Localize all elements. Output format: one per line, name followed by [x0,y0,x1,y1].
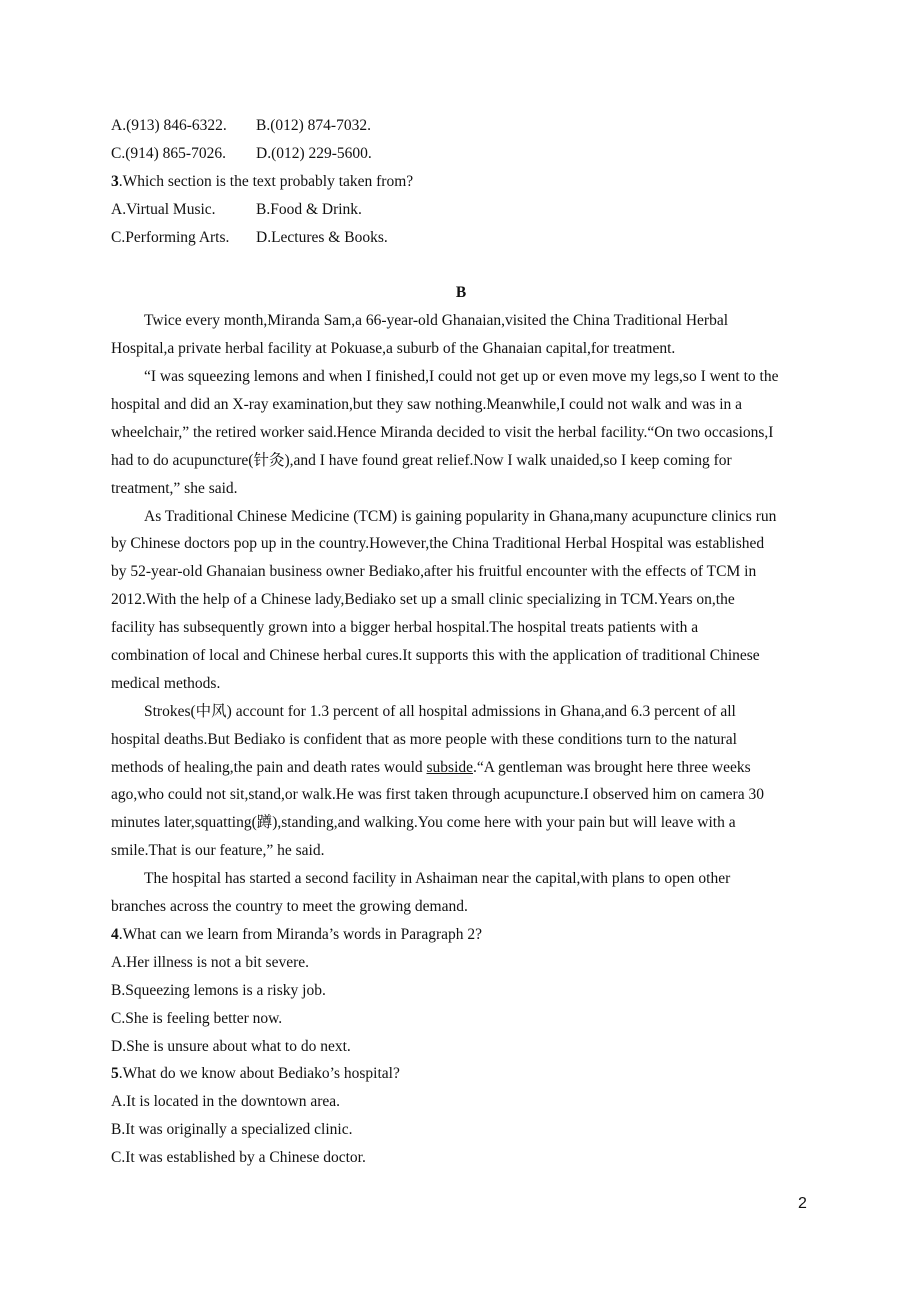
q2-option-c: C.(914) 865-7026. [111,144,226,162]
q4-question [111,921,811,949]
paragraph-line: branches across the country to meet the growing demand. [111,898,468,916]
q4-number: 4 [111,925,119,943]
q3-option-a: A.Virtual Music. [111,200,216,218]
paragraph-line: “I was squeezing lemons and when I finished,I could not get up or even move my legs,so I went to the [144,368,779,386]
passage-paragraph-4 [111,698,811,865]
paragraph-line: Strokes(中风) account for 1.3 percent of all hospital admissions in Ghana,and 6.3 percent of all [144,702,736,720]
paragraph-line: 2012.With the help of a Chinese lady,Bediako set up a small clinic specializing in TCM.Years on,the [111,591,735,609]
paragraph-line: As Traditional Chinese Medicine (TCM) is gaining popularity in Ghana,many acupuncture clinics run [144,507,777,525]
q2-option-d: D.(012) 229-5600. [256,144,372,162]
q5-question-text: .What do we know about Bediako’s hospital? [118,1065,400,1083]
q5-option-c: C.It was established by a Chinese doctor. [111,1149,366,1167]
paragraph-line: combination of local and Chinese herbal cures.It supports this with the application of traditional Chinese [111,647,760,665]
text-segment: methods of healing,the pain and death rates would [111,758,427,776]
paragraph-line: smile.That is our feature,” he said. [111,842,325,860]
q5-option-b: B.It was originally a specialized clinic. [111,1121,353,1139]
section-b-title: B [455,284,467,302]
paragraph-line: Twice every month,Miranda Sam,a 66-year-old Ghanaian,visited the China Traditional Herbal [144,312,729,330]
q5-option-a: A.It is located in the downtown area. [111,1093,340,1111]
paragraph-line: wheelchair,” the retired worker said.Hence Miranda decided to visit the herbal facility.“On two occasions,I [111,423,774,441]
paragraph-line: had to do acupuncture(针灸),and I have found great relief.Now I walk unaided,so I keep coming for [111,451,732,469]
q2-options-row-2 [111,140,811,168]
text-segment: .“A gentleman was brought here three weeks [473,758,751,776]
document-page [111,112,811,1172]
q3-option-b: B.Food & Drink. [256,200,362,218]
paragraph-line [111,754,811,782]
paragraph-line: hospital deaths.But Bediako is confident that as more people with these conditions turn to the natural [111,730,737,748]
q2-option-b: B.(012) 874-7032. [256,117,371,134]
q4-question-text: .What can we learn from Miranda’s words in Paragraph 2? [118,925,483,943]
paragraph-line: The hospital has started a second facility in Ashaiman near the capital,with plans to open other [144,870,731,888]
paragraph-line: facility has subsequently grown into a bigger herbal hospital.The hospital treats patients with a [111,619,699,637]
passage-paragraph-1 [111,307,811,363]
paragraph-line: minutes later,squatting(蹲),standing,and walking.You come here with your pain but will leave with a [111,814,736,832]
passage-paragraph-3 [111,503,811,698]
q4-option-b: B.Squeezing lemons is a risky job. [111,981,326,999]
q2-option-a: A.(913) 846-6322. [111,117,227,134]
paragraph-line: by 52-year-old Ghanaian business owner Bediako,after his fruitful encounter with the effects of TCM in [111,563,757,581]
paragraph-line: by Chinese doctors pop up in the country.However,the China Traditional Herbal Hospital was established [111,535,765,553]
q4-option-a: A.Her illness is not a bit severe. [111,953,310,971]
q4-option-c: C.She is feeling better now. [111,1009,283,1027]
paragraph-line: treatment,” she said. [111,479,238,497]
q5-number: 5 [111,1065,119,1083]
q3-options-row-1 [111,196,811,224]
underlined-word: subside [426,758,474,776]
q3-options-row-2 [111,224,811,252]
q4-option-d: D.She is unsure about what to do next. [111,1037,351,1055]
page-number: 2 [798,1195,807,1212]
paragraph-line: hospital and did an X-ray examination,but they saw nothing.Meanwhile,I could not walk and was in a [111,396,743,414]
q5-question [111,1060,811,1088]
q3-number: 3 [111,172,119,190]
passage-paragraph-2 [111,363,811,502]
paragraph-line: Hospital,a private herbal facility at Pokuase,a suburb of the Ghanaian capital,for treatment. [111,340,676,358]
q3-question-text: .Which section is the text probably taken from? [118,172,414,190]
paragraph-line: medical methods. [111,674,221,692]
paragraph-line: ago,who could not sit,stand,or walk.He was first taken through acupuncture.I observed him on camera 30 [111,786,764,804]
q3-question [111,168,811,196]
q2-options-row-1 [111,112,811,140]
q3-option-d: D.Lectures & Books. [256,228,388,246]
q3-option-c: C.Performing Arts. [111,228,230,246]
passage-paragraph-5 [111,865,811,921]
